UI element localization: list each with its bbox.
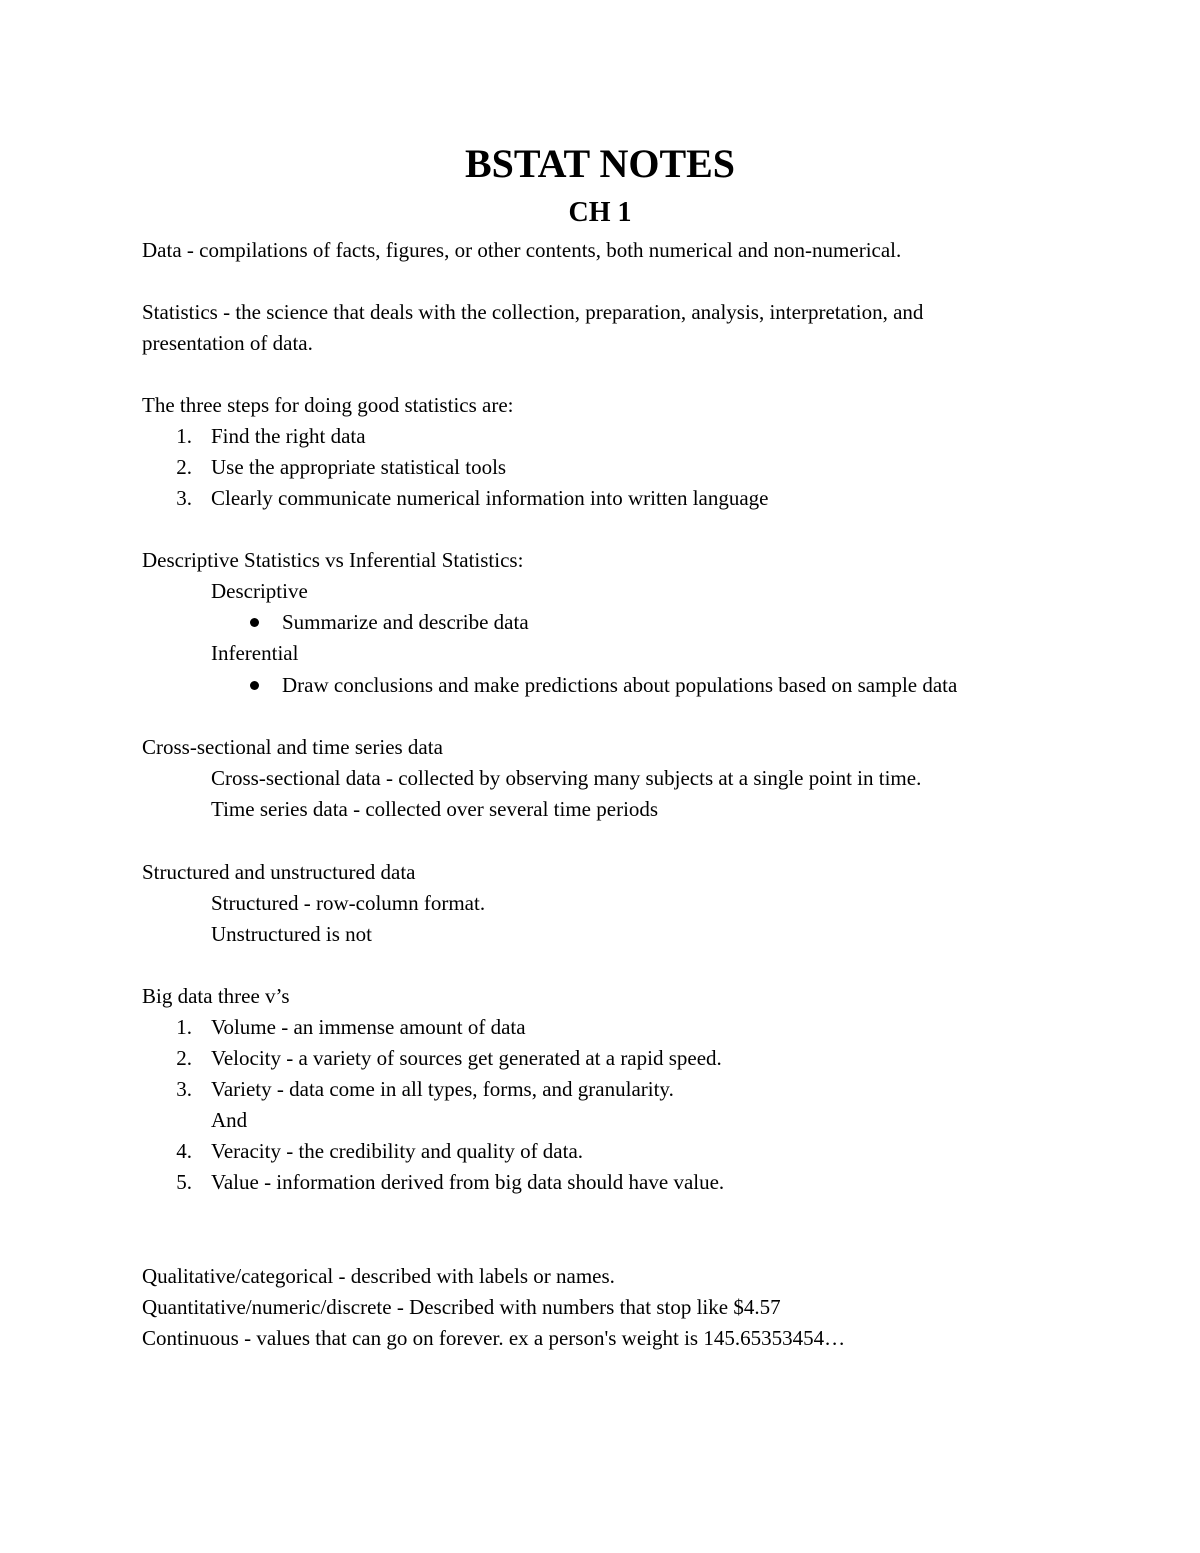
big-data-item: Volume - an immense amount of data <box>211 1015 526 1039</box>
step-number: 1. <box>176 424 192 448</box>
quantitative-definition: Quantitative/numeric/discrete - Described with numbers that stop like $4.57 <box>142 1295 781 1319</box>
statistics-definition-line-2: presentation of data. <box>142 331 313 355</box>
document-title: BSTAT NOTES <box>464 141 736 186</box>
step-text: Clearly communicate numerical information into written language <box>211 486 769 510</box>
big-data-number: 4. <box>176 1139 192 1163</box>
big-data-number: 5. <box>176 1170 192 1194</box>
bullet-icon <box>250 681 259 690</box>
big-data-number: 1. <box>176 1015 192 1039</box>
step-number: 2. <box>176 455 192 479</box>
inferential-label: Inferential <box>211 641 299 665</box>
statistics-definition-line-1: Statistics - the science that deals with the collection, preparation, analysis, interpretation, and <box>142 300 924 324</box>
step-text: Use the appropriate statistical tools <box>211 455 507 479</box>
step-text: Find the right data <box>211 424 366 448</box>
big-data-item: Value - information derived from big data should have value. <box>211 1170 725 1194</box>
step-number: 3. <box>176 486 192 510</box>
time-series-definition: Time series data - collected over several time periods <box>211 797 659 821</box>
big-data-and-label: And <box>211 1108 248 1132</box>
structured-heading: Structured and unstructured data <box>142 860 416 884</box>
data-definition: Data - compilations of facts, figures, or other contents, both numerical and non-numerical. <box>142 238 902 262</box>
cross-sectional-definition: Cross-sectional data - collected by observing many subjects at a single point in time. <box>211 766 922 790</box>
big-data-heading: Big data three v’s <box>142 984 290 1008</box>
continuous-definition: Continuous - values that can go on forever. ex a person's weight is 145.65353454… <box>142 1326 846 1350</box>
bullet-icon <box>250 618 259 627</box>
big-data-number: 2. <box>176 1046 192 1070</box>
descriptive-bullet-text: Summarize and describe data <box>282 610 529 634</box>
desc-vs-inf-heading: Descriptive Statistics vs Inferential Statistics: <box>142 548 524 572</box>
big-data-item: Veracity - the credibility and quality of data. <box>211 1139 584 1163</box>
big-data-number: 3. <box>176 1077 192 1101</box>
descriptive-label: Descriptive <box>211 579 308 603</box>
unstructured-definition: Unstructured is not <box>211 922 372 946</box>
big-data-item: Velocity - a variety of sources get generated at a rapid speed. <box>211 1046 722 1070</box>
chapter-heading: CH 1 <box>568 197 632 228</box>
qualitative-definition: Qualitative/categorical - described with labels or names. <box>142 1264 615 1288</box>
three-steps-heading: The three steps for doing good statistics are: <box>142 393 514 417</box>
inferential-bullet-text: Draw conclusions and make predictions about populations based on sample data <box>282 673 958 697</box>
big-data-item: Variety - data come in all types, forms, and granularity. <box>211 1077 674 1101</box>
structured-definition: Structured - row-column format. <box>211 891 486 915</box>
cross-time-heading: Cross-sectional and time series data <box>142 735 443 759</box>
